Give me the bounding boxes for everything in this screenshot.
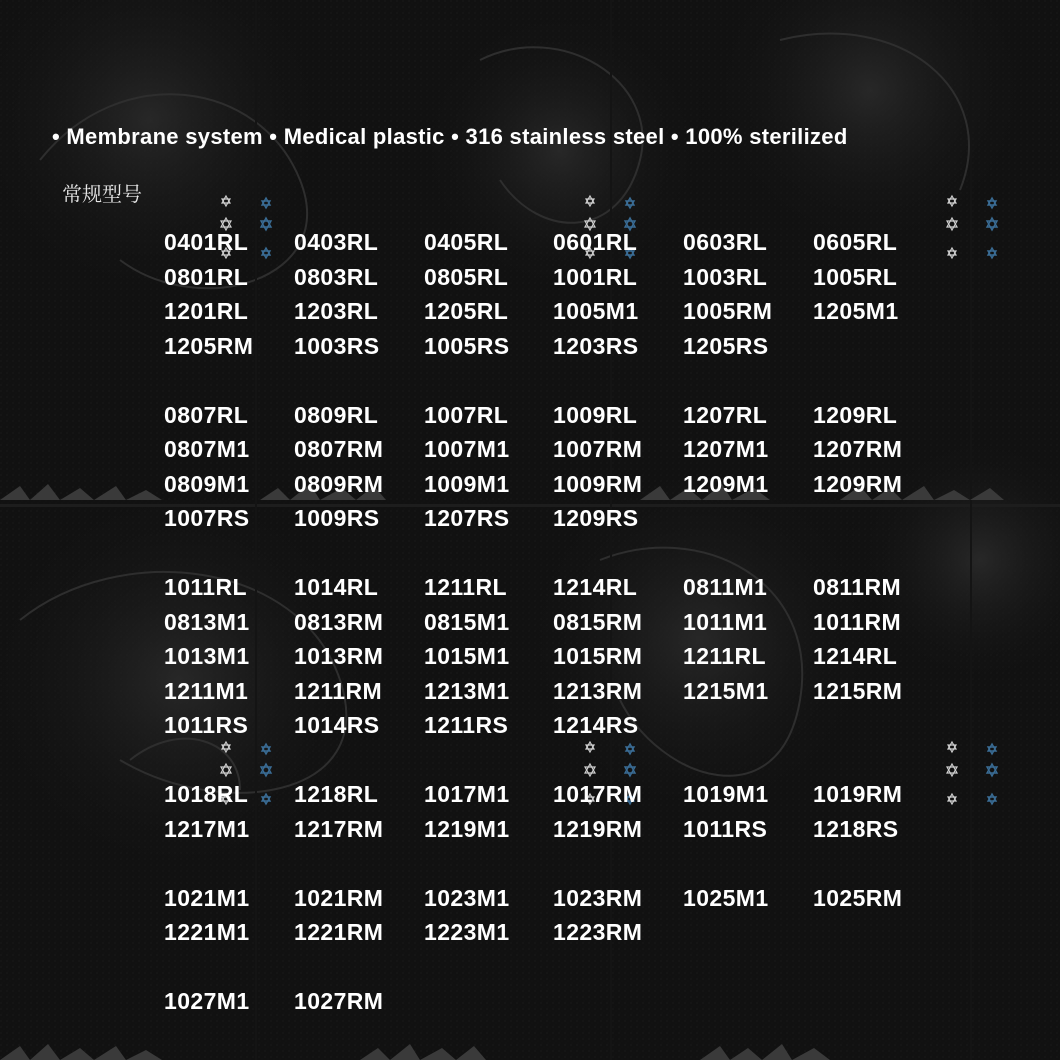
model-code: 1215M1 xyxy=(683,677,769,704)
model-row xyxy=(162,780,942,815)
model-code: 1209RS xyxy=(553,505,639,531)
ornament-cluster-icon xyxy=(940,192,1010,262)
model-row xyxy=(162,435,942,470)
model-code: 1011M1 xyxy=(683,608,768,635)
model-code: 1221RM xyxy=(294,919,384,945)
model-code: 1005RM xyxy=(683,298,773,324)
model-code: 0801RL xyxy=(164,263,249,290)
model-code: 0807M1 xyxy=(164,436,250,462)
model-row xyxy=(162,228,942,263)
model-code: 1009RM xyxy=(553,470,643,497)
model-code: 1015RM xyxy=(553,643,643,669)
model-code: 1001RL xyxy=(553,263,638,290)
model-code: 1218RS xyxy=(813,815,899,842)
model-code: 1007RS xyxy=(164,505,250,531)
model-row xyxy=(162,470,942,505)
model-code: 0813M1 xyxy=(164,608,250,635)
model-code: 1215RM xyxy=(813,677,903,704)
model-code: 1219M1 xyxy=(424,815,510,842)
model-code: 1203RL xyxy=(294,298,379,324)
model-row xyxy=(162,332,942,367)
model-row xyxy=(162,573,942,608)
model-code: 1203RS xyxy=(553,332,639,359)
model-code: 1011RL xyxy=(164,574,247,600)
model-code: 0815M1 xyxy=(424,608,510,635)
model-code: 0815RM xyxy=(553,608,643,635)
model-row xyxy=(162,263,942,298)
model-code: 0807RM xyxy=(294,436,384,462)
model-code: 1027RM xyxy=(294,988,384,1014)
group-spacer xyxy=(162,849,942,884)
model-code: 1023RM xyxy=(553,884,643,911)
model-code: 1017RM xyxy=(553,781,643,807)
model-code: 1209M1 xyxy=(683,470,769,497)
model-code: 1219RM xyxy=(553,815,643,842)
model-code: 0403RL xyxy=(294,229,379,255)
model-code: 1011RS xyxy=(683,815,768,842)
model-code: 1207RL xyxy=(683,401,768,428)
model-row xyxy=(162,815,942,850)
model-code: 1223M1 xyxy=(424,919,510,945)
model-code: 1207RM xyxy=(813,436,903,462)
model-row xyxy=(162,884,942,919)
section-title: 常规型号 xyxy=(62,182,142,206)
model-code: 1018RL xyxy=(164,781,249,807)
model-code: 1007M1 xyxy=(424,436,510,462)
model-code: 1205RS xyxy=(683,332,769,359)
model-code: 1217RM xyxy=(294,815,384,842)
group-spacer xyxy=(162,366,942,401)
model-row xyxy=(162,401,942,436)
model-code: 1025RM xyxy=(813,884,903,911)
model-code: 1003RS xyxy=(294,332,380,359)
model-row xyxy=(162,677,942,712)
model-code: 0807RL xyxy=(164,401,249,428)
group-spacer xyxy=(162,746,942,781)
model-number-grid xyxy=(162,228,942,1022)
model-code: 1027M1 xyxy=(164,988,250,1014)
model-code: 1205RL xyxy=(424,298,509,324)
model-code: 1211RM xyxy=(294,677,383,704)
model-code: 1014RS xyxy=(294,712,380,738)
model-code: 1213M1 xyxy=(424,677,510,704)
model-row xyxy=(162,608,942,643)
model-code: 1009M1 xyxy=(424,470,510,497)
model-code: 1011RM xyxy=(813,608,902,635)
model-code: 0603RL xyxy=(683,229,768,255)
ornament-cluster-icon xyxy=(940,738,1010,808)
model-code: 0811M1 xyxy=(683,574,768,600)
model-code: 0809M1 xyxy=(164,470,250,497)
model-code: 0401RL xyxy=(164,229,249,255)
model-code: 1009RL xyxy=(553,401,638,428)
model-code: 1025M1 xyxy=(683,884,769,911)
model-code: 1019RM xyxy=(813,781,903,807)
model-code: 0601RL xyxy=(553,229,638,255)
model-code: 1019M1 xyxy=(683,781,769,807)
model-code: 1201RL xyxy=(164,298,249,324)
model-code: 1005M1 xyxy=(553,298,639,324)
model-code: 1209RM xyxy=(813,470,903,497)
model-code: 1214RS xyxy=(553,712,639,738)
model-code: 0811RM xyxy=(813,574,902,600)
model-code: 1013RM xyxy=(294,643,384,669)
model-code: 0405RL xyxy=(424,229,509,255)
model-code: 1013M1 xyxy=(164,643,250,669)
model-code: 1021M1 xyxy=(164,884,250,911)
group-spacer xyxy=(162,953,942,988)
model-code: 1017M1 xyxy=(424,781,510,807)
model-code: 1007RM xyxy=(553,436,643,462)
model-code: 0813RM xyxy=(294,608,384,635)
model-code: 1014RL xyxy=(294,574,379,600)
model-code: 1207M1 xyxy=(683,436,769,462)
model-row xyxy=(162,711,942,746)
model-code: 1211RL xyxy=(683,643,766,669)
group-spacer xyxy=(162,539,942,574)
model-code: 1214RL xyxy=(553,574,638,600)
model-code: 1217M1 xyxy=(164,815,250,842)
model-code: 1015M1 xyxy=(424,643,510,669)
model-code: 1221M1 xyxy=(164,919,250,945)
model-row xyxy=(162,504,942,539)
model-code: 1207RS xyxy=(424,505,510,531)
model-code: 1213RM xyxy=(553,677,643,704)
model-code: 1211RL xyxy=(424,574,507,600)
model-code: 1223RM xyxy=(553,919,643,945)
model-row xyxy=(162,918,942,953)
model-code: 1205RM xyxy=(164,332,254,359)
model-code: 1209RL xyxy=(813,401,898,428)
model-row xyxy=(162,642,942,677)
model-code: 0809RL xyxy=(294,401,379,428)
model-code: 1005RS xyxy=(424,332,510,359)
model-code: 0805RL xyxy=(424,263,509,290)
model-code: 0809RM xyxy=(294,470,384,497)
model-code: 1214RL xyxy=(813,643,898,669)
model-row xyxy=(162,297,942,332)
model-code: 1007RL xyxy=(424,401,509,428)
model-row xyxy=(162,987,942,1022)
model-code: 1003RL xyxy=(683,263,768,290)
model-code: 1005RL xyxy=(813,263,898,290)
model-code: 1021RM xyxy=(294,884,384,911)
model-code: 1011RS xyxy=(164,712,249,738)
model-code: 0605RL xyxy=(813,229,898,255)
model-code: 0803RL xyxy=(294,263,379,290)
model-code: 1023M1 xyxy=(424,884,510,911)
feature-headline: • Membrane system • Medical plastic • 316 stainless steel • 100% sterilized xyxy=(52,124,848,149)
model-code: 1211RS xyxy=(424,712,509,738)
model-code: 1218RL xyxy=(294,781,379,807)
model-code: 1009RS xyxy=(294,505,380,531)
model-code: 1211M1 xyxy=(164,677,249,704)
model-code: 1205M1 xyxy=(813,298,899,324)
